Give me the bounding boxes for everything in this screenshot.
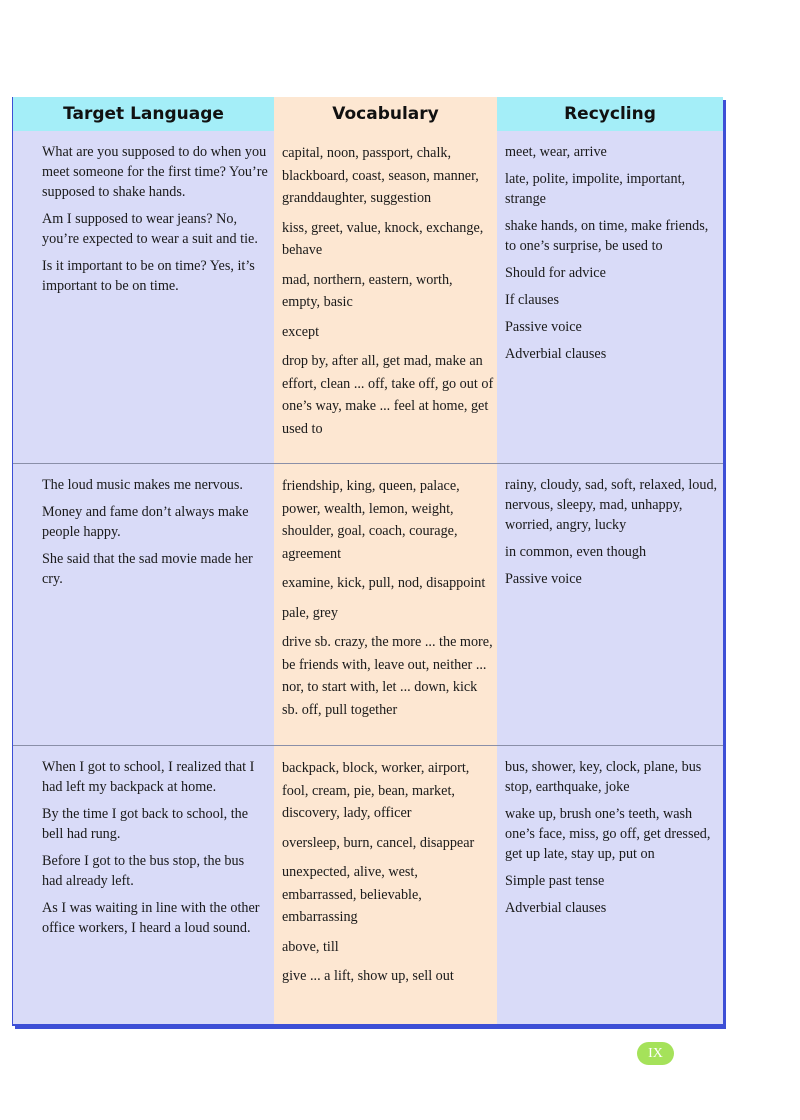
row2-vocab-cell — [282, 475, 494, 728]
recycling-item: If clauses — [505, 292, 559, 308]
header-vocabulary: Vocabulary — [274, 97, 497, 131]
row2-target-cell — [42, 475, 268, 596]
target-item: What are you supposed to do when you meet someone for the first time? You’re supposed to shake hands. — [42, 144, 268, 200]
recycling-item: Passive voice — [505, 571, 582, 587]
row3-vocab-cell — [282, 757, 494, 995]
recycling-item: bus, shower, key, clock, plane, bus stop, earthquake, joke — [505, 759, 702, 795]
vocab-item: except — [282, 323, 320, 340]
header-recycling: Recycling — [497, 97, 723, 131]
table-bottom-border — [13, 1024, 723, 1026]
header-target-language: Target Language — [13, 97, 274, 131]
recycling-item: in common, even though — [505, 544, 647, 560]
row3-recycling-cell — [505, 757, 719, 925]
target-item: As I was waiting in line with the other office workers, I heard a loud sound. — [42, 900, 260, 936]
recycling-item: shake hands, on time, make friends, to one’s surprise, be used to — [505, 218, 709, 254]
target-item: Is it important to be on time? Yes, it’s important to be on time. — [42, 258, 255, 294]
syllabus-table — [12, 97, 723, 1026]
row1-target-cell — [42, 142, 268, 303]
recycling-item: Should for advice — [505, 265, 606, 281]
vocab-item: drive sb. crazy, the more ... the more, be friends with, leave out, neither ... nor, to start with, let ... down, kick sb. off, pull together — [282, 634, 493, 718]
recycling-item: wake up, brush one’s teeth, wash one’s face, miss, go off, get dressed, get up late, stay up, put on — [505, 806, 711, 862]
recycling-item: Passive voice — [505, 319, 582, 335]
recycling-item: late, polite, impolite, important, strange — [505, 171, 686, 207]
target-item: Before I got to the bus stop, the bus had already left. — [42, 853, 245, 889]
vocab-item: drop by, after all, get mad, make an effort, clean ... off, take off, go out of one’s way, make ... feel at home, get used to — [282, 353, 494, 437]
recycling-item: Simple past tense — [505, 873, 605, 889]
row1-recycling-cell — [505, 142, 719, 371]
target-item: By the time I got back to school, the bell had rung. — [42, 806, 249, 842]
vocab-item: above, till — [282, 938, 339, 955]
recycling-item: Adverbial clauses — [505, 346, 607, 362]
row2-recycling-cell — [505, 475, 719, 596]
row3-target-cell — [42, 757, 268, 945]
recycling-item: rainy, cloudy, sad, soft, relaxed, loud, nervous, sleepy, mad, unhappy, worried, angry, lucky — [505, 477, 718, 533]
recycling-item: meet, wear, arrive — [505, 144, 607, 160]
row-divider — [13, 463, 723, 464]
vocab-item: mad, northern, eastern, worth, empty, basic — [282, 271, 453, 310]
page-number-badge: IX — [637, 1042, 674, 1065]
target-item: Money and fame don’t always make people happy. — [42, 504, 249, 540]
table-header — [13, 97, 723, 131]
target-item: The loud music makes me nervous. — [42, 477, 243, 493]
vocab-item: backpack, block, worker, airport, fool, cream, pie, bean, market, discovery, lady, officer — [282, 760, 470, 821]
vocab-item: give ... a lift, show up, sell out — [282, 968, 454, 984]
target-item: Am I supposed to wear jeans? No, you’re expected to wear a suit and tie. — [42, 211, 258, 247]
row-divider — [13, 745, 723, 746]
vocab-item: oversleep, burn, cancel, disappear — [282, 834, 475, 851]
target-item: She said that the sad movie made her cry. — [42, 551, 253, 587]
target-item: When I got to school, I realized that I had left my backpack at home. — [42, 759, 255, 795]
row1-vocab-cell — [282, 142, 494, 447]
vocab-item: friendship, king, queen, palace, power, wealth, lemon, weight, shoulder, goal, coach, courage, agreement — [282, 478, 460, 562]
vocab-item: examine, kick, pull, nod, disappoint — [282, 575, 486, 591]
vocab-item: capital, noon, passport, chalk, blackboard, coast, season, manner, granddaughter, suggestion — [282, 145, 479, 206]
vocab-item: kiss, greet, value, knock, exchange, behave — [282, 219, 484, 258]
recycling-item: Adverbial clauses — [505, 900, 607, 916]
vocab-item: unexpected, alive, west, embarrassed, believable, embarrassing — [282, 864, 422, 925]
vocab-item: pale, grey — [282, 604, 338, 621]
